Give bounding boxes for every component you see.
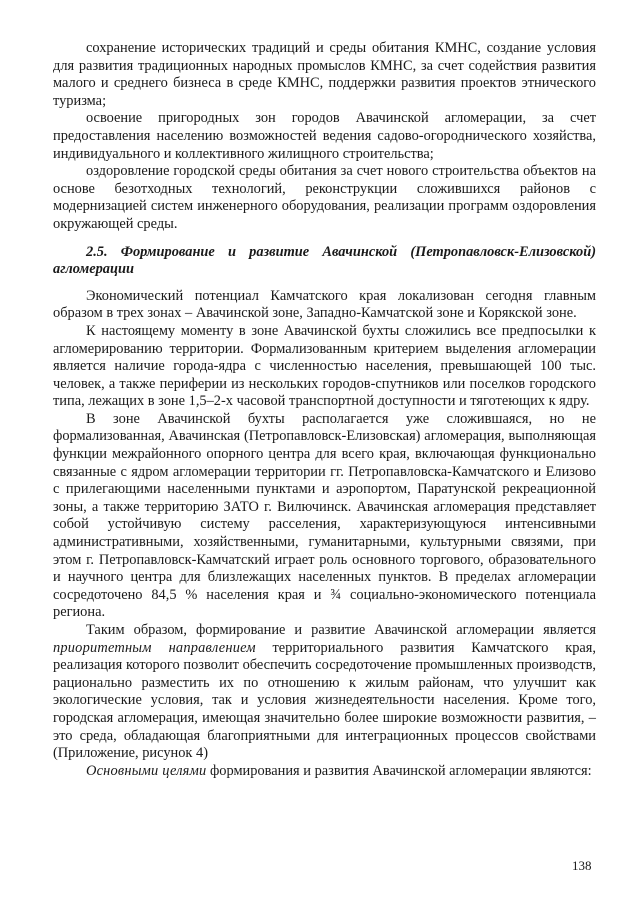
- paragraph-text: территориального развития Камчатского края, реализация которого позволит обеспечить сосредоточение промышленных производств, рационально разместить их по отношению к жилым районам, что улучшит как экологические условия, так и условия жизнедеятельности населения. Кроме того, городская агломерация, имеющая значительно более широкие возможности развития, – это среда, обладающая благоприятными для интеграционных процессов свойствами (Приложение, рисунок 4): [53, 639, 597, 762]
- paragraph: В зоне Авачинской бухты располагается уже сложившаяся, но не формализованная, Авачинская (Петропавловск-Елизовская) агломерация, выполняющая функции межрайонного опорного центра для всего края, включающая функционально связанные с ядром агломерации территории гг. Петропавловска-Камчатского и Елизово с прилегающими населенными пунктами и аэропортом, Паратунской рекреационной зоны, а также территорию ЗАТО г. Вилючинск. Авачинская агломерация представляет собой устойчивую систему расселения, характеризующуюся интенсивными административными, хозяйственными, гуманитарными, культурными связями, при этом г. Петропавловск-Камчатский играет роль основного торгового, образовательного и научного центра для близлежащих населенных пунктов. В пределах агломерации сосредоточено 84,5 % населения края и ¾ социально-экономического потенциала региона.: [53, 410, 596, 621]
- section-heading: 2.5. Формирование и развитие Авачинской (Петропавловск-Елизовской) агломерации: [53, 243, 596, 278]
- paragraph: К настоящему моменту в зоне Авачинской бухты сложились все предпосылки к агломерированию территории. Формализованным критерием выделения агломерации является наличие города-ядра с численностью населения, превышающей 100 тыс. человек, а также периферии из нескольких городов-спутников или поселков городского типа, лежащих в зоне 1,5–2-х часовой транспортной доступности и тяготеющих к ядру.: [53, 322, 596, 410]
- paragraph: оздоровление городской среды обитания за счет нового строительства объектов на основе безотходных технологий, реконструкции сложившихся районов с модернизацией систем инженерного оборудования, реализации программ оздоровления окружающей среды.: [53, 163, 596, 232]
- paragraph-goals: [53, 763, 596, 781]
- document-page: [53, 40, 596, 780]
- page-number: 138: [572, 858, 592, 873]
- paragraph: освоение пригородных зон городов Авачинской агломерации, за счет предоставления населению возможностей ведения садово-огороднического хозяйства, индивидуального и коллективного жилищного строительства;: [53, 110, 596, 162]
- emphasis-text: Основными целями: [86, 762, 207, 779]
- paragraph-text: формирования и развития Авачинской агломерации являются:: [206, 762, 592, 779]
- paragraph: сохранение исторических традиций и среды обитания КМНС, создание условия для развития традиционных народных промыслов КМНС, за счет содействия развития малого и среднего бизнеса в среде КМНС, поддержки развития проектов этнического туризма;: [53, 40, 596, 109]
- paragraph-priority: [53, 622, 596, 763]
- emphasis-text: приоритетным направлением: [53, 639, 256, 656]
- paragraph: Экономический потенциал Камчатского края локализован сегодня главным образом в трех зонах – Авачинской зоне, Западно-Камчатской зоне и Корякской зоне.: [53, 287, 596, 322]
- paragraph-text: Таким образом, формирование и развитие Авачинской агломерации является: [86, 622, 596, 638]
